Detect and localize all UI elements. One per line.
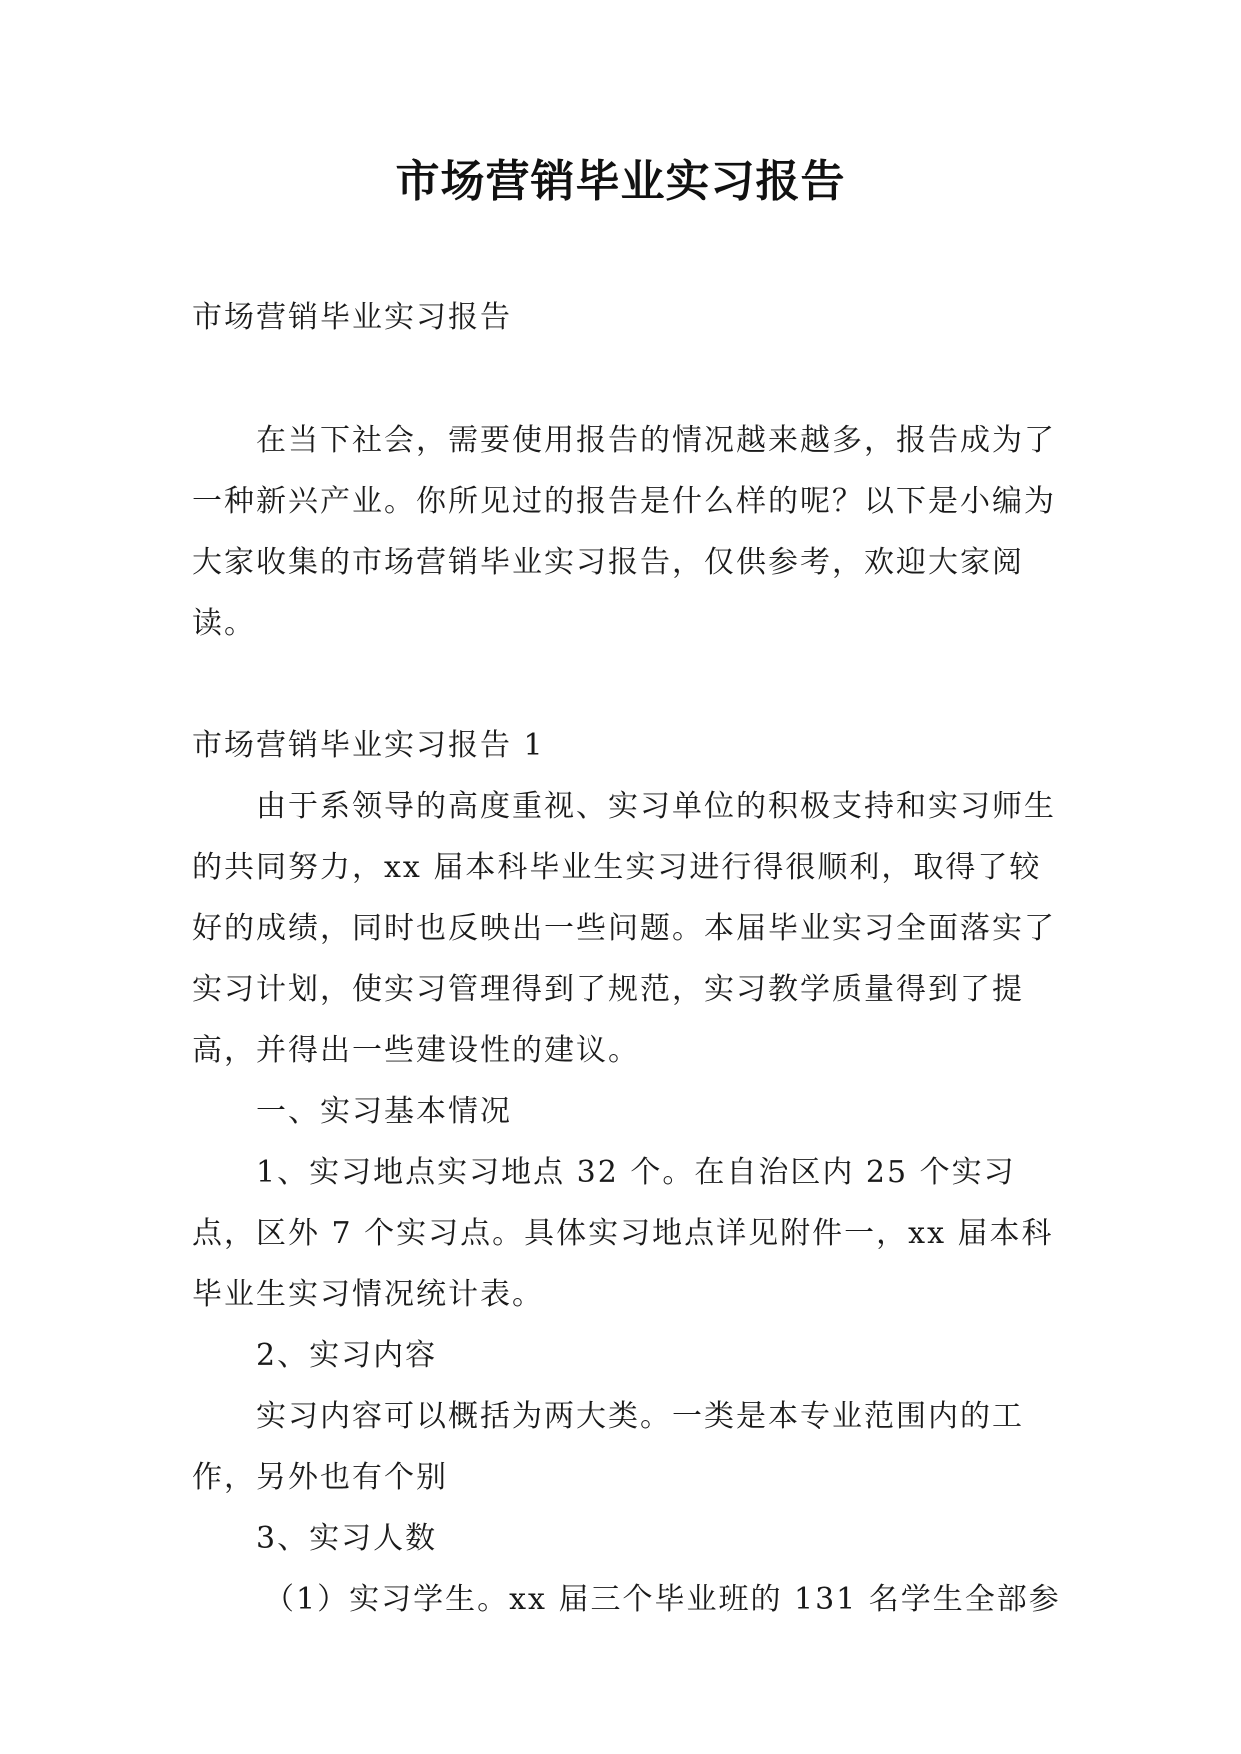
document-subtitle: 市场营销毕业实习报告 — [192, 300, 512, 335]
document-title: 市场营销毕业实习报告 — [395, 156, 846, 207]
heading-basic-situation: 一、实习基本情况 — [256, 1094, 512, 1129]
paragraph-overview: 由于系领导的高度重视、实习单位的积极支持和实习师生的共同努力，xx 届本科毕业生实习进行得很顺利，取得了较好的成绩，同时也反映出一些问题。本届毕业实习全面落实了实习计划，使实习管理得到了规范，实习教学质量得到了提高，并得出一些建设性的建议。 — [192, 789, 1056, 1068]
heading-headcount: 3、实习人数 — [256, 1521, 438, 1556]
heading-content: 2、实习内容 — [256, 1338, 438, 1373]
paragraph-content: 实习内容可以概括为两大类。一类是本专业范围内的工作，另外也有个别 — [192, 1399, 1024, 1495]
intro-paragraph: 在当下社会，需要使用报告的情况越来越多，报告成为了一种新兴产业。你所见过的报告是什么样的呢？以下是小编为大家收集的市场营销毕业实习报告，仅供参考，欢迎大家阅读。 — [192, 423, 1056, 641]
document-body — [192, 287, 1064, 1630]
paragraph-locations: 1、实习地点实习地点 32 个。在自治区内 25 个实习点，区外 7 个实习点。具体实习地点详见附件一，xx 届本科毕业生实习情况统计表。 — [192, 1155, 1054, 1312]
paragraph-students: （1）实习学生。xx 届三个毕业班的 131 名学生全部参 — [264, 1582, 1061, 1617]
section-heading: 市场营销毕业实习报告 1 — [192, 728, 545, 763]
